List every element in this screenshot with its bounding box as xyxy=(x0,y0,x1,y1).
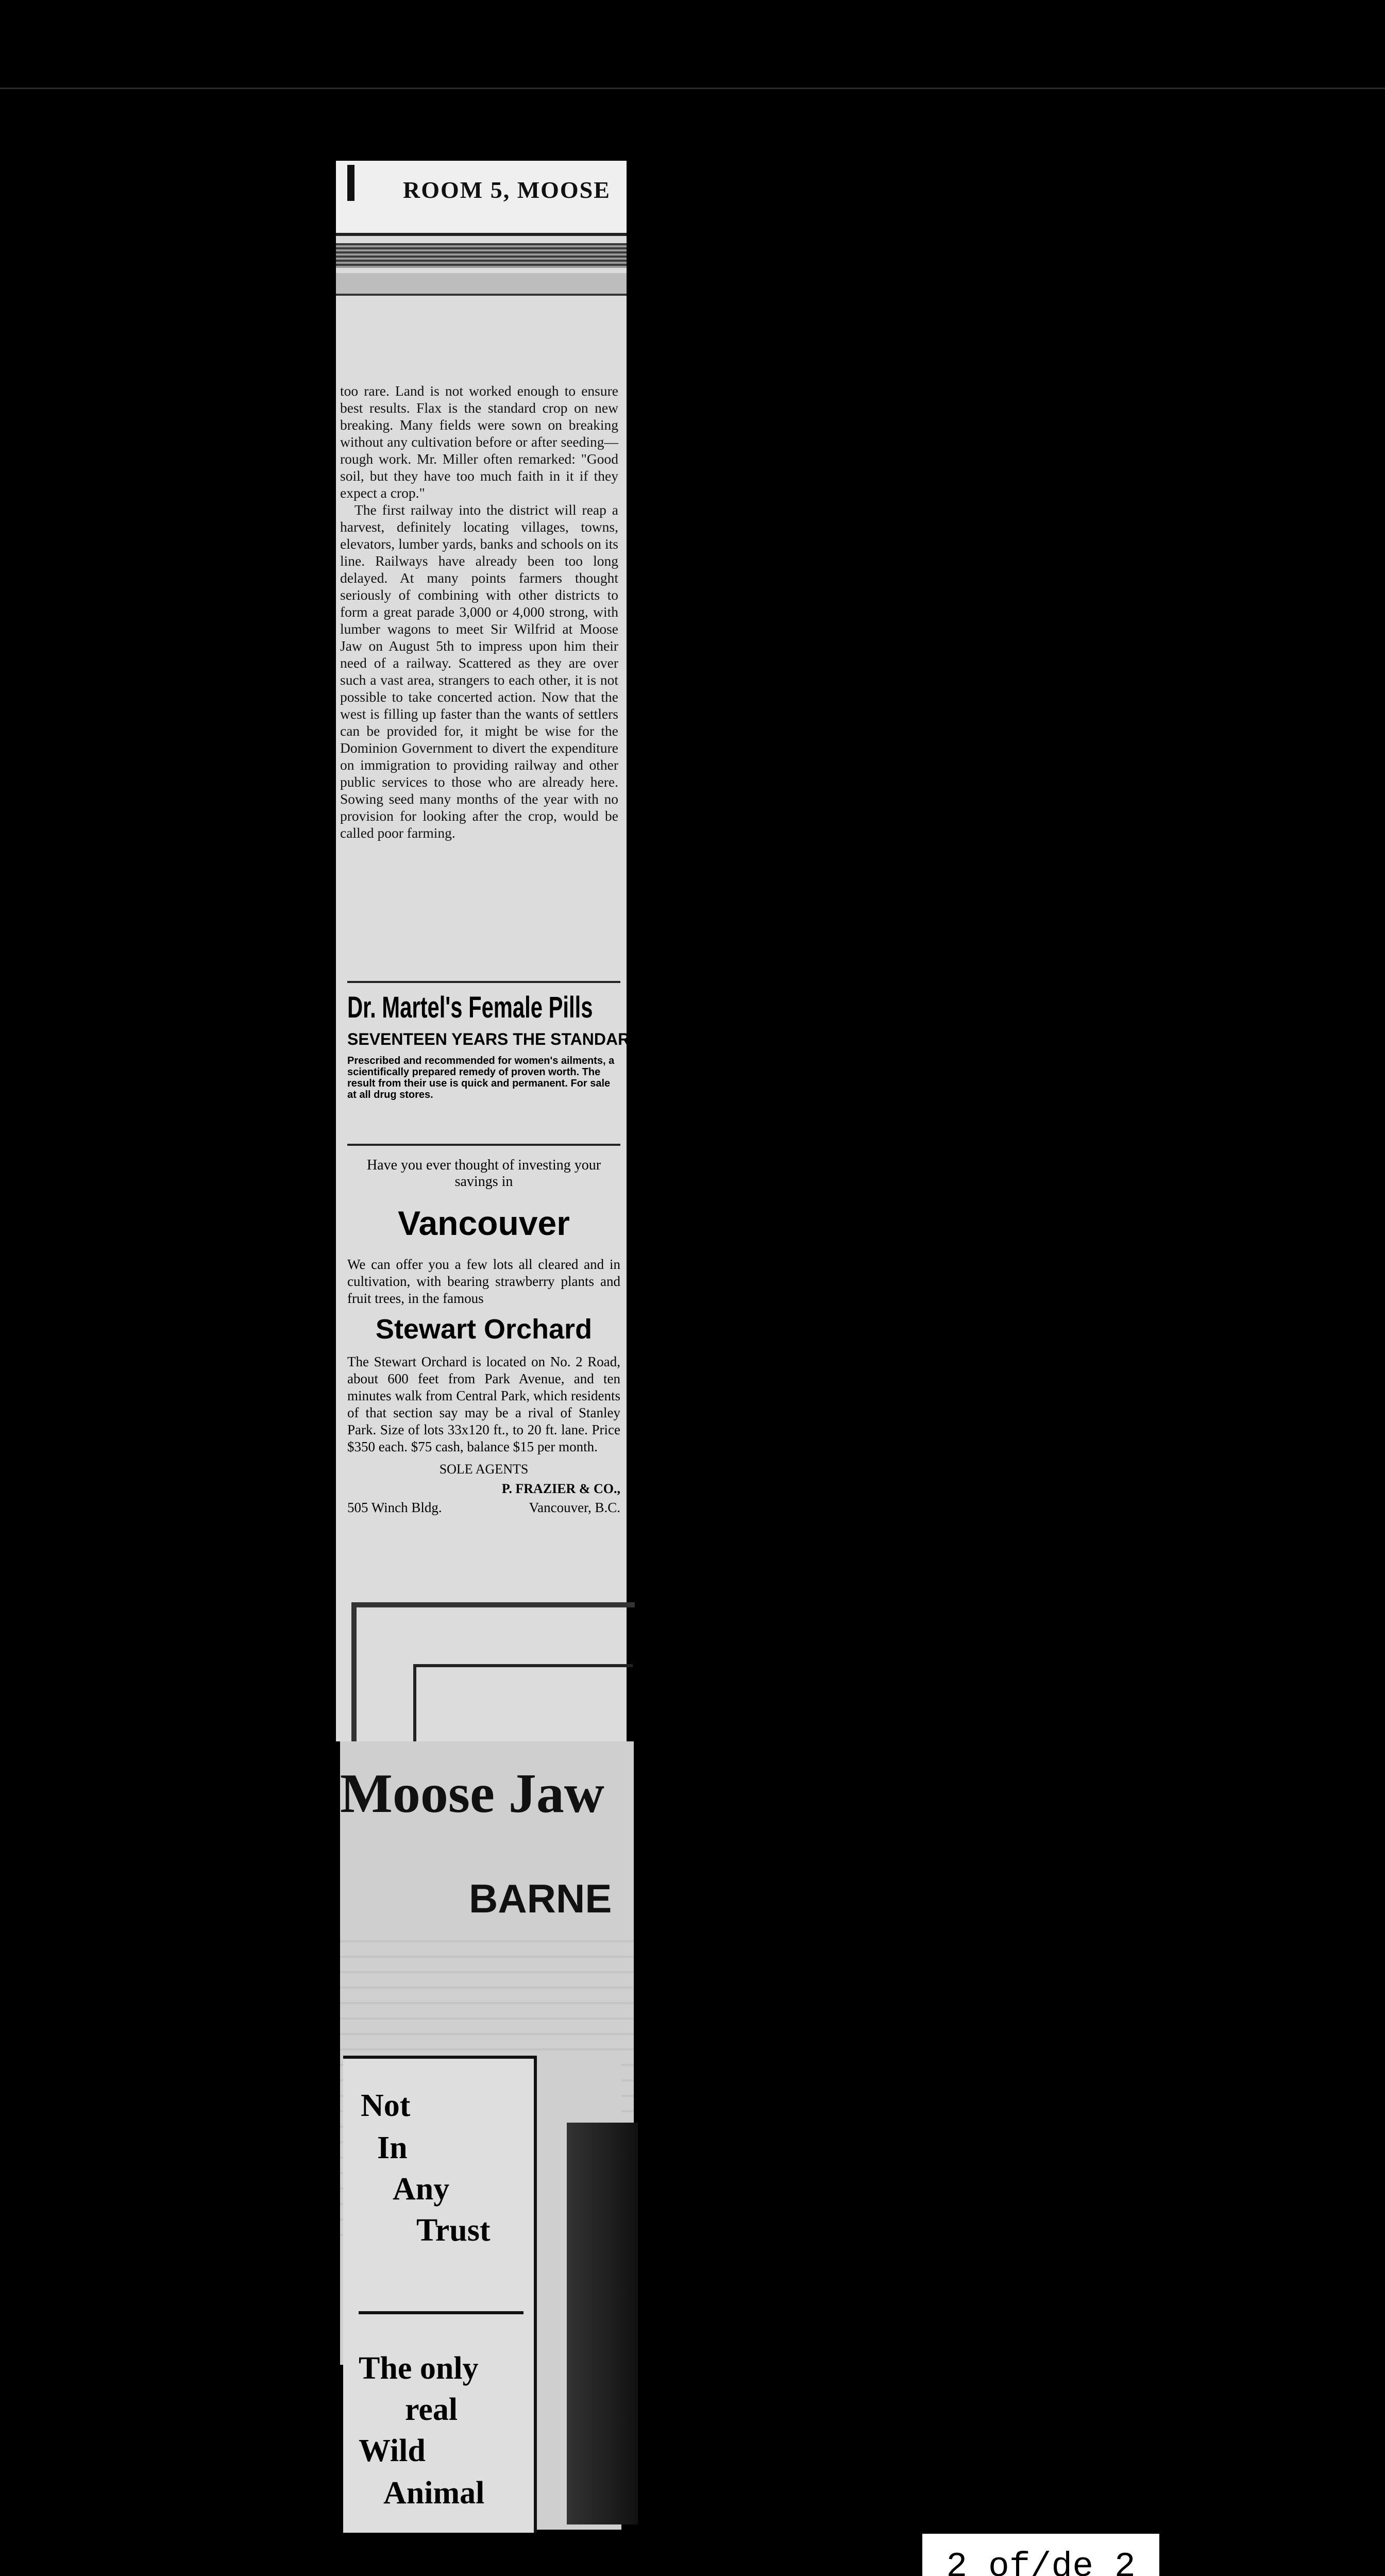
box-word-6: real xyxy=(405,2392,458,2427)
box-word-8: Animal xyxy=(383,2476,485,2511)
border-frame xyxy=(351,1602,635,1741)
box-word-2: In xyxy=(377,2130,408,2165)
article xyxy=(340,382,618,841)
orchard-name: Stewart Orchard xyxy=(375,1314,593,1345)
pills-headline: Dr. Martel's Female Pills xyxy=(347,991,593,1024)
top-rule xyxy=(0,88,1385,89)
barne-subhead: BARNE xyxy=(469,1876,612,1921)
box-word-5: The only xyxy=(359,2351,479,2386)
box-word-4: Trust xyxy=(416,2213,491,2248)
vancouver-advertisement xyxy=(347,1144,620,1516)
box-word-7: Wild xyxy=(359,2433,426,2468)
rule-band xyxy=(336,243,627,268)
vancouver-offer: We can offer you a few lots all cleared and in cultivation, with bearing strawberry plants and fruit trees, in the famous xyxy=(347,1257,620,1306)
agent-address: 505 Winch Bldg. xyxy=(347,1500,442,1515)
masthead-bar xyxy=(347,165,354,201)
masthead-title: ROOM 5, MOOSE xyxy=(403,177,611,203)
sole-agents-label: SOLE AGENTS xyxy=(439,1462,529,1477)
dark-shadow xyxy=(567,2123,638,2524)
article-paragraph-2: The first railway into the district will reap a harvest, definitely locating villages, towns, elevators, lumber yards, banks and schools on its line. Railways have already been too long delayed. At many points farmers thought seriously of combining with other districts to form a great parade 3,000 or 4,000 strong, with lumber wagons to meet Sir Wilfrid at Moose Jaw on August 5th to impress upon him their need of a railway. Scattered as they are over such a vast area, strangers to each other, it is not possible to take concerted action. Now that the west is filling up faster than the wants of settlers can be provided for, it might be wise for the Dominion Government to divert the expenditure on immigration to providing railway and other public services to those who are already here. Sowing seed many months of the year with no provision for looking after the crop, would be called poor farming. xyxy=(340,502,618,841)
divider xyxy=(347,981,620,983)
inner-frame xyxy=(413,1664,633,1744)
orchard-details: The Stewart Orchard is located on No. 2 Road, about 600 feet from Park Avenue, and ten minutes walk from Central Park, which residents of that section say may be a rival of Stanley Park. Size of lots 33x120 ft., to 20 ft. lane. Price $350 each. $75 cash, balance $15 per month. xyxy=(347,1354,620,1454)
pills-body: Prescribed and recommended for women's ailments, a scientifically prepared remedy of proven worth. The result from their use is quick and permanent. For sale at all drug stores. xyxy=(347,1055,615,1100)
box-word-3: Any xyxy=(393,2172,450,2207)
vancouver-city: Vancouver xyxy=(398,1204,570,1242)
page-label: 2 of/de 2 xyxy=(922,2534,1159,2576)
agent-address-line xyxy=(347,1500,620,1516)
article-paragraph-1: too rare. Land is not worked enough to ensure best results. Flax is the standard crop on new breaking. Many fields were sown on breaking without any cultivation before or after seeding—rough work. Mr. Miller often remarked: "Good soil, but they have too much faith in it if they expect a crop." xyxy=(340,383,618,501)
agent-city: Vancouver, B.C. xyxy=(529,1500,620,1515)
moose-jaw-headline: Moose Jaw xyxy=(340,1763,604,1824)
vancouver-intro: Have you ever thought of investing your savings in xyxy=(366,1157,601,1190)
box-word-1: Not xyxy=(361,2088,411,2123)
pills-subhead: SEVENTEEN YEARS THE STANDARD xyxy=(347,1030,642,1048)
trust-advertisement xyxy=(343,2056,537,2533)
pills-advertisement xyxy=(347,974,642,1100)
agent-firm: P. FRAZIER & CO., xyxy=(501,1481,620,1496)
box-separator xyxy=(359,2311,523,2314)
rule-band-lower xyxy=(336,273,627,296)
masthead xyxy=(336,161,627,236)
